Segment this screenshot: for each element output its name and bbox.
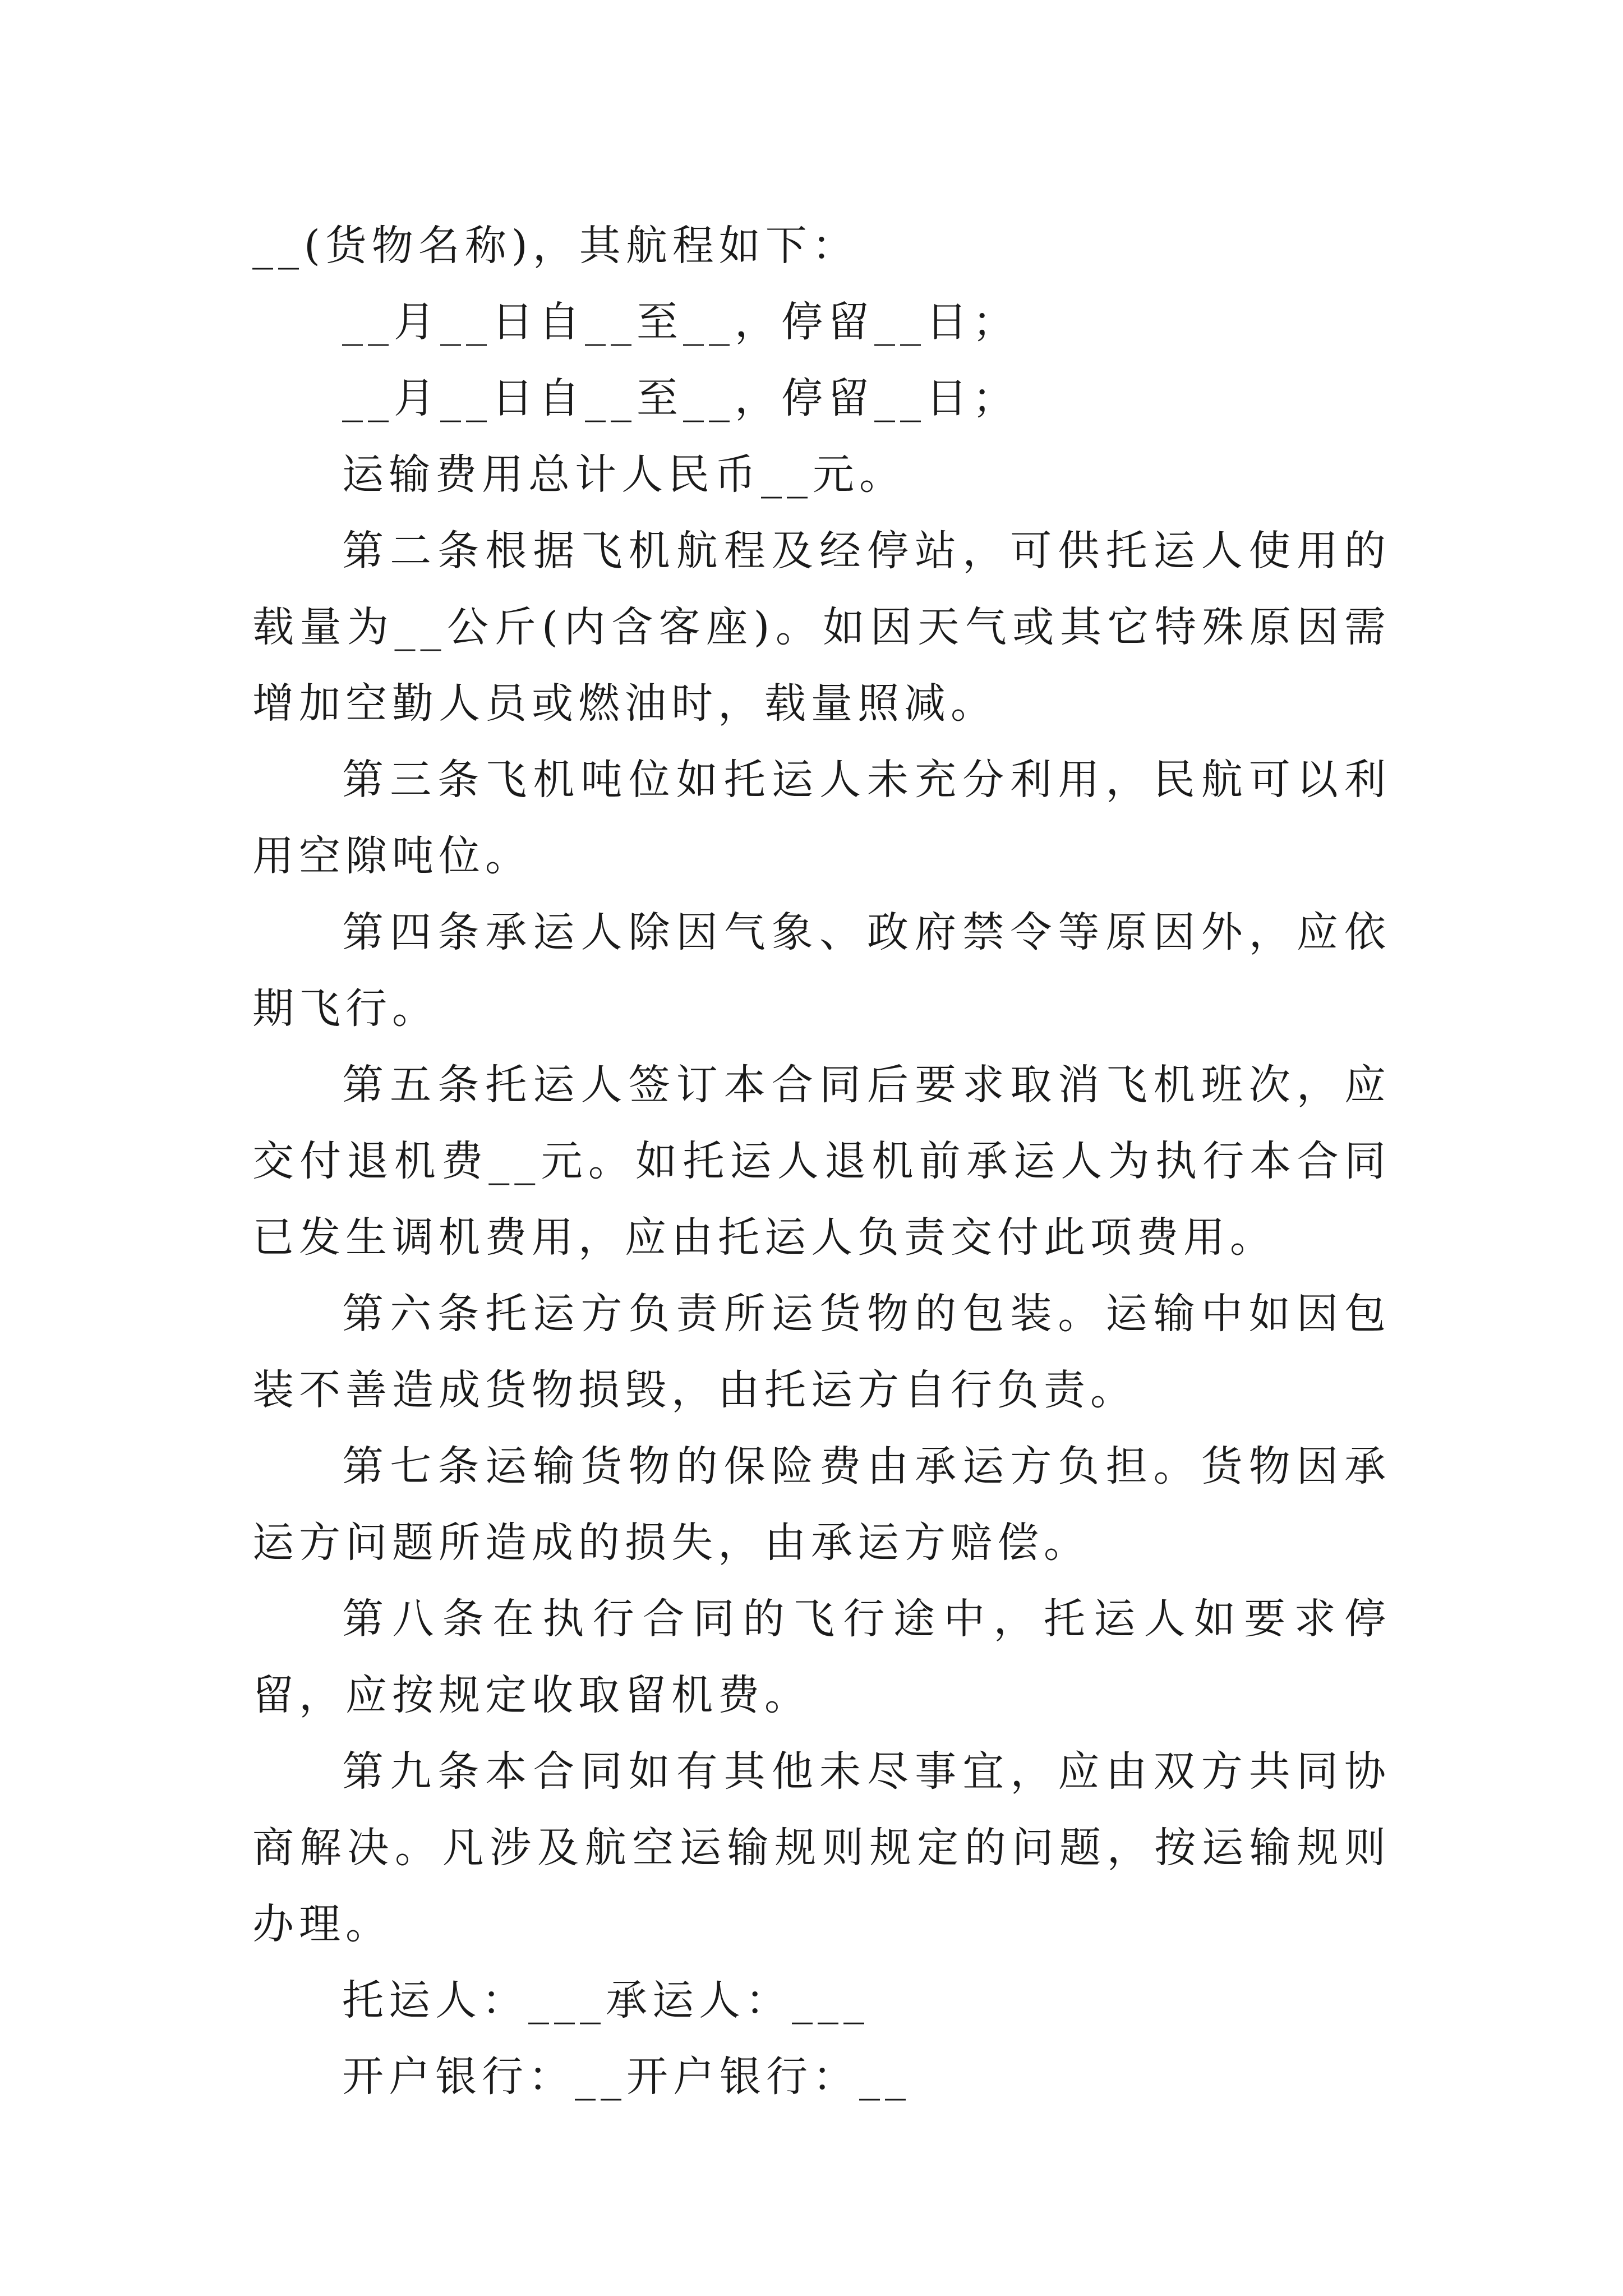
paragraph-article-5: 第五条托运人签订本合同后要求取消飞机班次，应交付退机费__元。如托运人退机前承运人为执行本合同已发生调机费用，应由托运人负责交付此项费用。 bbox=[252, 1061, 1391, 1262]
paragraph-article-8: 第八条在执行合同的飞行途中，托运人如要求停留，应按规定收取留机费。 bbox=[252, 1595, 1391, 1719]
paragraph-article-3: 第三条飞机吨位如托运人未充分利用，民航可以利用空隙吨位。 bbox=[252, 756, 1391, 880]
paragraph-article-2: 第二条根据飞机航程及经停站，可供托运人使用的载量为__公斤(内含客座)。如因天气或其它特殊原因需增加空勤人员或燃油时，载量照减。 bbox=[252, 527, 1391, 728]
paragraph-signatories: 托运人：___承运人：___ bbox=[342, 1976, 869, 2024]
paragraph-article-6: 第六条托运方负责所运货物的包装。运输中如因包装不善造成货物损毁，由托运方自行负责。 bbox=[252, 1290, 1391, 1414]
paragraph-route-leg-2: __月__日自__至__，停留__日； bbox=[342, 374, 1019, 422]
paragraph-route-leg-1: __月__日自__至__，停留__日； bbox=[342, 298, 1019, 346]
paragraph-article-4: 第四条承运人除因气象、政府禁令等原因外，应依期飞行。 bbox=[252, 908, 1391, 1033]
paragraph-article-9: 第九条本合同如有其他未尽事宜，应由双方共同协商解决。凡涉及航空运输规则规定的问题，按运输规则办理。 bbox=[252, 1747, 1391, 1948]
document-body bbox=[252, 208, 1391, 2115]
paragraph-cargo-route: __(货物名称)，其航程如下： bbox=[252, 222, 859, 270]
paragraph-total-fee: 运输费用总计人民币__元。 bbox=[342, 450, 906, 499]
paragraph-bank-accounts: 开户银行：__开户银行：__ bbox=[342, 2053, 911, 2101]
paragraph-article-7: 第七条运输货物的保险费由承运方负担。货物因承运方问题所造成的损失，由承运方赔偿。 bbox=[252, 1442, 1391, 1567]
